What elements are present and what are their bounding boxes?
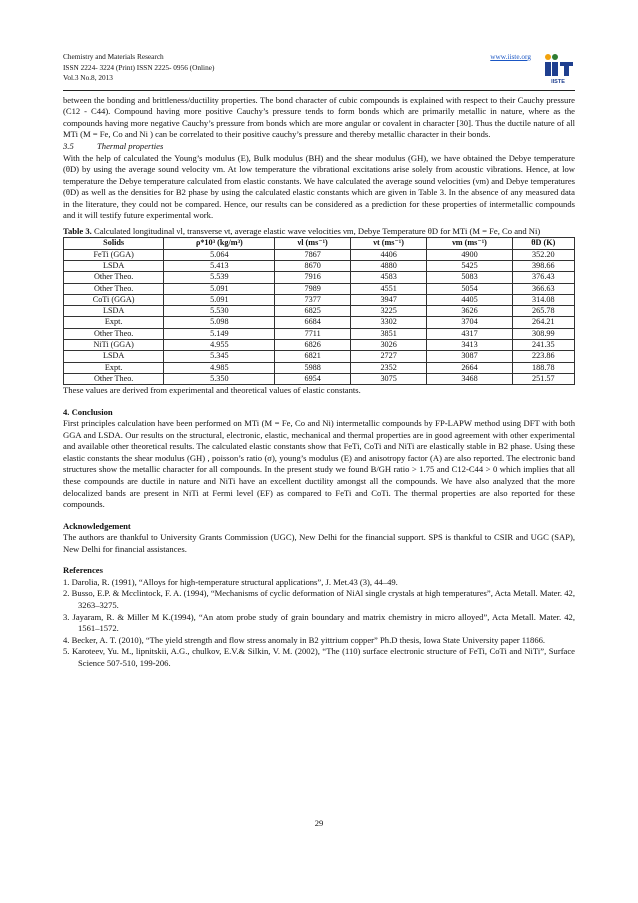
table-cell: 3851 [350,328,426,339]
table-cell: 3302 [350,317,426,328]
table-header-cell: νt (ms⁻¹) [350,238,426,249]
table-cell: 264.21 [512,317,574,328]
table-row [64,272,575,283]
table-cell: 5425 [427,260,512,271]
table-row [64,351,575,362]
table-cell: 6821 [275,351,351,362]
references-heading: References [63,565,103,576]
table-cell: 3087 [427,351,512,362]
iiste-logo-icon [541,52,575,84]
table-header-cell: θD (K) [512,238,574,249]
table-cell: CoTi (GGA) [64,294,164,305]
table-cell: 3626 [427,306,512,317]
table-cell: 188.78 [512,362,574,373]
table-cell: 7377 [275,294,351,305]
conclusion-heading: 4. Conclusion [63,406,113,417]
table-cell: 5.091 [164,294,275,305]
table-cell: LSDA [64,306,164,317]
table-cell: 4880 [350,260,426,271]
table-cell: 5.098 [164,317,275,328]
reference-item: 2. Busso, E.P. & Mcclintock, F. A. (1994), “Mechanisms of cyclic deformation of NiAl single crystals at high temperatures”, Acta Metall. Mater. 42, 3263–3275. [63,588,575,610]
table-cell: 308.99 [512,328,574,339]
table-cell: Other Theo. [64,373,164,384]
table-caption-label: Table 3. [63,225,92,236]
table-cell: 7867 [275,249,351,260]
reference-item: 3. Jayaram, R. & Miller M K.(1994), “An atom probe study of grain boundary and matrix chemistry in micro alloyed”, Acta Metall. Mater. 42, 1561–1572. [63,611,575,634]
acknowledgement-paragraph: The authors are thankful to University Grants Commission (UGC), New Delhi for the financial support. SPS is thankful to CSIR and UGC (SAP), New Delhi for financial assistances. [63,532,575,554]
table-cell: 241.35 [512,340,574,351]
table-cell: 223.86 [512,351,574,362]
table-cell: 5.539 [164,272,275,283]
table-cell: 314.08 [512,294,574,305]
table-cell: 5054 [427,283,512,294]
reference-item: 4. Becker, A. T. (2010), “The yield strength and flow stress anomaly in B2 yittrium copper” Ph.D thesis, Iowa State University paper 11866. [63,634,546,645]
table-cell: 4406 [350,249,426,260]
table-cell: 4.955 [164,340,275,351]
table-cell: 3413 [427,340,512,351]
table-cell: 5.413 [164,260,275,271]
table-cell: 2352 [350,362,426,373]
conclusion-paragraph: First principles calculation have been performed on MTi (M = Fe, Co and Ni) intermetallic compounds by FP-LAPW method using DFT with both GGA and LSDA. Our results on the structural, electronic, elastic, mechanical and thermal properties are in good agreement with other experimental and available other theoretical results. The calculated elastic constants show that FeTi, CoTi and NiTi are elastically stable in B2 phase. Using these elastic constants the shear modulus (GH) , poisson’s ratio (σ), young’s modulus (E) and anisotropy factor (A) are also reported. The electronic band structures show the metallic character for all compounds. In the present study we found B/GH ratio > 1.75 and C12-C44 > 0 which implies that all these compounds are ductile in nature and NiTi have an excellent ductility amongst all the compounds. We have also analyzed that the more delocalized bands are present in NiTi at Fermi level (EF) as compared to FeTi and CoTi. The thermal properties are also reported for these compounds. [63,418,575,510]
table-body [64,249,575,385]
table-cell: 251.57 [512,373,574,384]
table-cell: 3947 [350,294,426,305]
table-caption [63,226,575,238]
table-row [64,294,575,305]
table-row [64,373,575,384]
table-cell: 2727 [350,351,426,362]
table-cell: 3225 [350,306,426,317]
table-cell: 4551 [350,283,426,294]
journal-url-link[interactable]: www.iiste.org [490,52,531,61]
table-header-cell: νm (ms⁻¹) [427,238,512,249]
table-header-row [64,238,575,249]
table-header-cell: Solids [64,238,164,249]
journal-issn: ISSN 2224- 3224 (Print) ISSN 2225- 0956 (Online) [63,62,215,72]
table-cell: 7916 [275,272,351,283]
table-row [64,340,575,351]
table-cell: 352.20 [512,249,574,260]
table-cell: FeTi (GGA) [64,249,164,260]
table-cell: 5083 [427,272,512,283]
table-cell: LSDA [64,351,164,362]
table-cell: Other Theo. [64,272,164,283]
table-cell: 6954 [275,373,351,384]
table-cell: 366.63 [512,283,574,294]
table-row [64,249,575,260]
table-header-cell: νl (ms⁻¹) [275,238,351,249]
reference-list [63,577,575,669]
table-row [64,328,575,339]
table-row [64,283,575,294]
journal-volume: Vol.3 No.8, 2013 [63,73,113,83]
page-content [63,52,575,669]
table-row [64,306,575,317]
table-cell: 376.43 [512,272,574,283]
acknowledgement-heading: Acknowledgement [63,520,131,531]
logo-text: IISTE [551,79,565,84]
table-cell: 398.66 [512,260,574,271]
table-cell: NiTi (GGA) [64,340,164,351]
table-cell: 5.345 [164,351,275,362]
table-note: These values are derived from experimental and theoretical values of elastic constants. [63,385,361,396]
table-cell: 6825 [275,306,351,317]
table-cell: 4405 [427,294,512,305]
header-rule [63,90,575,91]
journal-name: Chemistry and Materials Research [63,52,164,61]
table-row [64,362,575,373]
table-cell: 3026 [350,340,426,351]
table-cell: 4.985 [164,362,275,373]
reference-item: 5. Karoteev, Yu. M., lipnitskii, A.G., chulkov, E.V.& Silkin, V. M. (2002), “The (110) surface electronic structure of FeTi, CoTi and NiTi”, Surface Science 507-510, 199-206. [63,646,575,668]
page-number: 29 [314,818,324,828]
section-title: Thermal properties [97,140,164,151]
thermal-paragraph: With the help of calculated the Young’s modulus (E), Bulk modulus (BH) and the shear modulus (GH), we have obtained the Debye temperature (θD) by using the average sound velocity νm. At low temperature the vibrational excitations arise solely from acoustic vibrations. Hence, at low temperature the Debye temperature calculated from elastic constants. We have calculated the average sound velocities (νm) and Debye temperatures (θD) as well as the densities for B2 phase by using the calculated elastic constants which are given in Table 3. In the absence of any measured data in the literature, they could not be compared. Hence, our results can be considered as a prediction for these properties of intermetallic compounds and it will testify future experimental work. [63,152,575,221]
table-cell: 6684 [275,317,351,328]
table-cell: Other Theo. [64,328,164,339]
table-cell: 5.149 [164,328,275,339]
table-cell: 6826 [275,340,351,351]
table-cell: Expt. [64,317,164,328]
table-cell: LSDA [64,260,164,271]
table-row [64,260,575,271]
table-cell: 3075 [350,373,426,384]
table-cell: 8670 [275,260,351,271]
debye-temperature-table [63,237,575,385]
table-cell: 5.350 [164,373,275,384]
table-cell: 5.064 [164,249,275,260]
table-cell: 4900 [427,249,512,260]
table-header-cell: ρ*10³ (kg/m³) [164,238,275,249]
table-cell: 3468 [427,373,512,384]
section-heading-thermal [63,141,575,153]
table-cell: 7711 [275,328,351,339]
table-cell: 5988 [275,362,351,373]
table-cell: 5.091 [164,283,275,294]
table-cell: Other Theo. [64,283,164,294]
table-cell: Expt. [64,362,164,373]
table-caption-text: Calculated longitudinal νl, transverse νt, average elastic wave velocities νm, Debye Temperature θD for MTi (M = Fe, Co and Ni) [93,225,541,236]
table-cell: 3704 [427,317,512,328]
intro-paragraph: between the bonding and brittleness/ductility properties. The bond character of cubic compounds is explained with respect to their Cauchy pressure (C12 - C44). Compound having more positive Cauchy’s pressure tends to form bonds which are primarily metallic in nature, where as the compounds having more negative Cauchy’s pressure from bonds which are more angular or covalent in character [30]. Thus the ductile nature of all MTi (M = Fe, Co and Ni ) can be correlated to their positive cauchy’s pressure and thereby metallic character in their bonds. [63,94,575,140]
journal-header [63,52,575,84]
table-cell: 4583 [350,272,426,283]
table-cell: 4317 [427,328,512,339]
table-cell: 5.530 [164,306,275,317]
table-cell: 7989 [275,283,351,294]
reference-item: 1. Darolia, R. (1991), “Alloys for high-temperature structural applications”, J. Met.43 (3), 44–49. [63,576,398,587]
table-cell: 265.78 [512,306,574,317]
section-number: 3.5 [63,140,74,151]
table-cell: 2664 [427,362,512,373]
table-row [64,317,575,328]
